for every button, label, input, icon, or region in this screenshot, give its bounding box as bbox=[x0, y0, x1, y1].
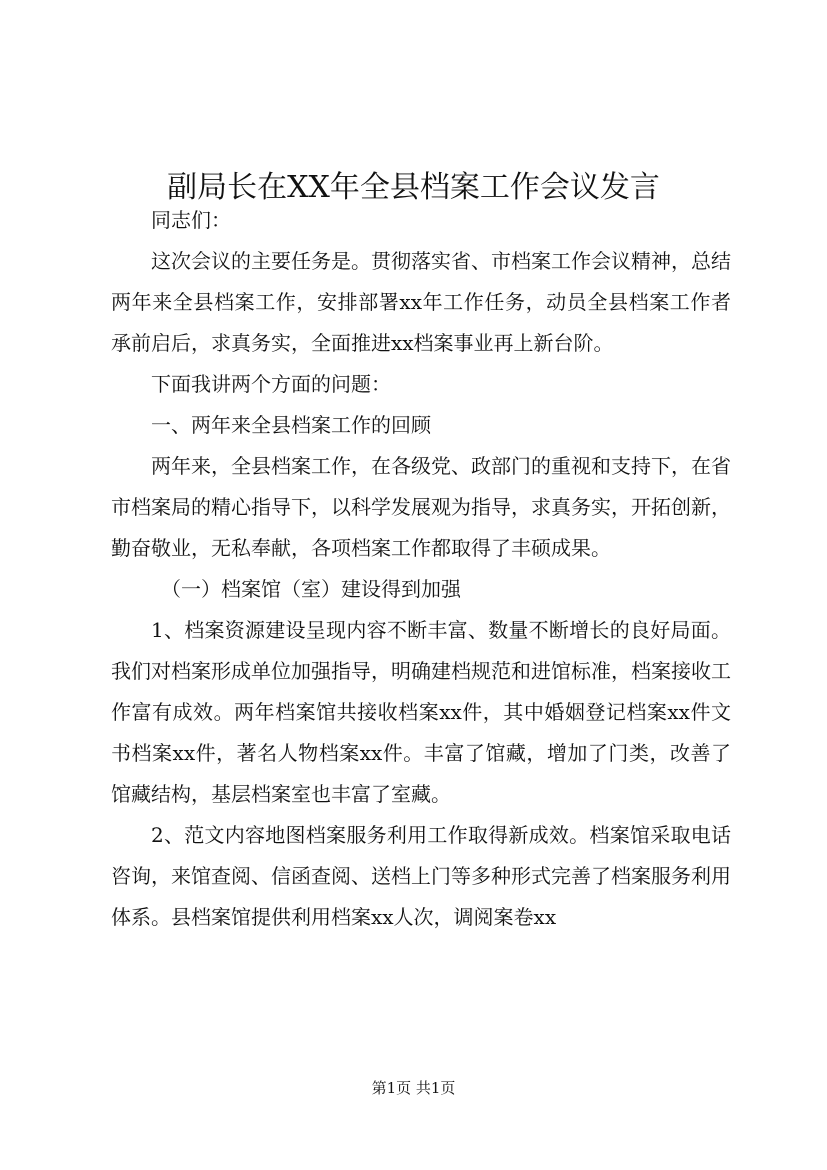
document-title: 副局长在XX年全县档案工作会议发言 bbox=[167, 170, 660, 206]
salutation: 同志们： bbox=[151, 208, 231, 232]
paragraph-intro: 这次会议的主要任务是。贯彻落实省、市档案工作会议精神，总结两年来全县档案工作，安排部署xx年工作任务，动员全县档案工作者承前启后，求真务实，全面推进xx档案事业再上新台阶。 bbox=[111, 249, 731, 355]
paragraph-item-2: 2、范文内容地图档案服务利用工作取得新成效。档案馆采取电话咨询，来馆查阅、信函查阅、送档上门等多种形式完善了档案服务利用体系。县档案馆提供利用档案xx人次，调阅案卷xx bbox=[111, 823, 731, 929]
subsection-heading-1: （一）档案馆（室）建设得到加强 bbox=[161, 577, 461, 601]
page-footer: 第1页 共1页 bbox=[371, 1079, 456, 1097]
section-heading-1: 一、两年来全县档案工作的回顾 bbox=[151, 413, 431, 437]
paragraph-review: 两年来，全县档案工作，在各级党、政部门的重视和支持下，在省市档案局的精心指导下，以科学发展观为指导，求真务实，开拓创新，勤奋敬业，无私奉献，各项档案工作都取得了丰硕成果。 bbox=[111, 454, 731, 560]
document-body bbox=[111, 200, 731, 938]
paragraph-outline: 下面我讲两个方面的问题： bbox=[151, 372, 391, 396]
paragraph-item-1: 1、档案资源建设呈现内容不断丰富、数量不断增长的良好局面。我们对档案形成单位加强指导，明确建档规范和进馆标准，档案接收工作富有成效。两年档案馆共接收档案xx件，其中婚姻登记档案xx件文书档案xx件，著名人物档案xx件。丰富了馆藏，增加了门类，改善了馆藏结构，基层档案室也丰富了室藏。 bbox=[111, 618, 731, 806]
